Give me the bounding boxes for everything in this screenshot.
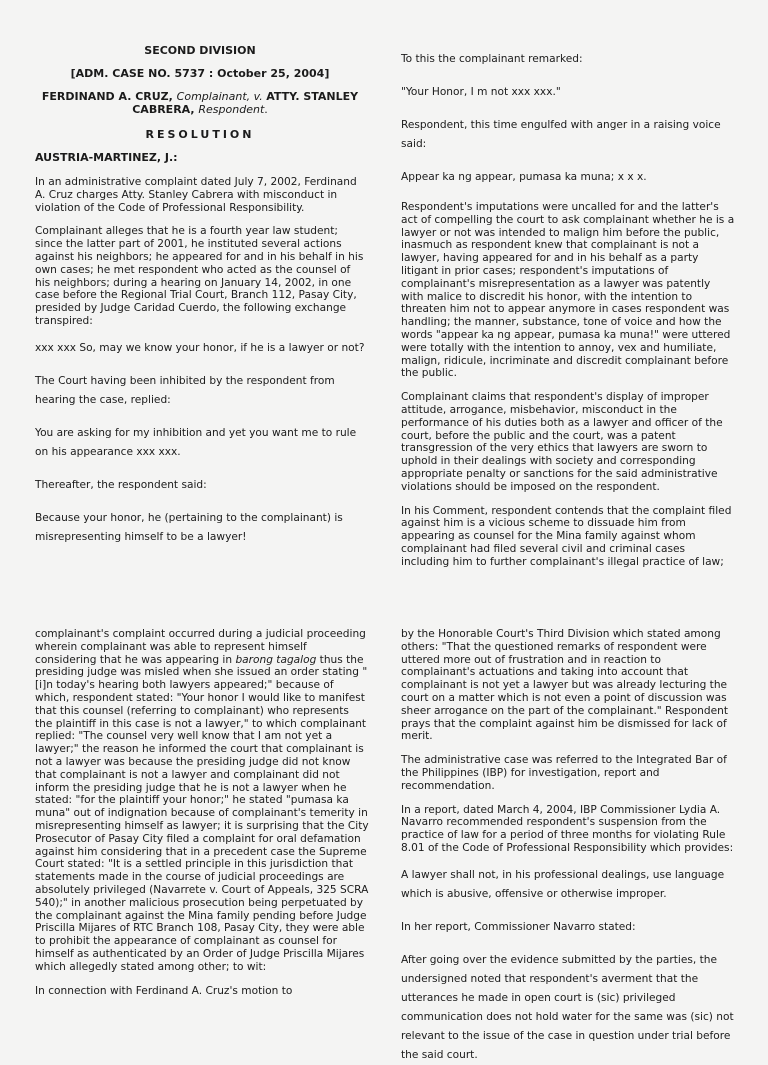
paragraph: Respondent's imputations were uncalled for and the latter's act of compelling the court to ask complainant whether he is a lawyer or not was intended to malign him before the public, inasmuch as respondent knew that complainant is not a lawyer, having appeared for and in his behalf as a party litigant in prior cases; respondent's imputations of complainant's misrepresentation as a lawyer was patently with malice to discredit his honor, with the intention to threaten him not to appear anymore in cases respondent was handling; the manner, substance, tone of voice and how the words "appear ka ng appear, pumasa ka muna!" were uttered were totally with the intention to annoy, vex and humiliate, malign, ridicule, incriminate and discredit complainant before the public. <box>401 201 735 380</box>
cutoff-line: In connection with Ferdinand A. Cruz's motion to <box>35 984 293 997</box>
paragraph: Complainant claims that respondent's display of improper attitude, arrogance, misbehavior, misconduct in the performance of his duties both as a lawyer and officer of the court, before the public and the court, was a patent transgression of the very ethics that lawyers are sworn to uphold in their dealings with society and corresponding appropriate penalty or sanctions for the said administrative violations should be imposed on the respondent. <box>401 391 723 493</box>
versus-text: , v. <box>246 90 267 103</box>
paragraph-text: complainant's complaint occurred during a judicial proceeding wherein complainant was able to represent himself considering that he was appearing in <box>35 628 366 666</box>
quoted-exchange: xxx xxx So, may we know your honor, if he is a lawyer or not? <box>35 341 365 354</box>
quoted-exchange: Thereafter, the respondent said: <box>35 478 207 491</box>
quoted-exchange: Appear ka ng appear, pumasa ka muna; x x x. <box>401 171 647 183</box>
quoted-rule: A lawyer shall not, in his professional dealings, use language which is abusive, offensive or otherwise improper. <box>401 868 725 900</box>
page-top-left-column <box>35 44 365 574</box>
quoted-exchange: To this the complainant remarked: <box>401 53 583 65</box>
quoted-exchange: Respondent, this time engulfed with anger in a raising voice said: <box>401 119 721 150</box>
paragraph <box>35 628 369 974</box>
quoted-exchange: Because your honor, he (pertaining to the complainant) is misrepresenting himself to be a lawyer! <box>35 511 343 543</box>
paragraph: In an administrative complaint dated July 7, 2002, Ferdinand A. Cruz charges Atty. Stanley Cabrera with misconduct in violation of the Code of Professional Responsibility. <box>35 176 357 214</box>
quoted-exchange: "Your Honor, I m not xxx xxx." <box>401 86 561 98</box>
paragraph: In a report, dated March 4, 2004, IBP Commissioner Lydia A. Navarro recommended respondent's suspension from the practice of law for a period of three months for violating Rule 8.01 of the Code of Professional Responsibility which provides: <box>401 803 734 854</box>
complainant-name: FERDINAND A. CRUZ, <box>41 90 177 103</box>
complainant-role: Complainant <box>176 90 247 103</box>
page-top-right-column <box>401 50 736 580</box>
ponente-label: AUSTRIA-MARTINEZ, J.: <box>35 151 178 164</box>
quoted-exchange: In her report, Commissioner Navarro stated: <box>401 920 636 933</box>
page-bottom-right-column <box>401 628 736 1061</box>
case-parties-heading <box>35 90 365 116</box>
paragraph: The administrative case was referred to the Integrated Bar of the Philippines (IBP) for investigation, report and recommendation. <box>401 754 727 792</box>
quoted-exchange: You are asking for my inhibition and yet you want me to rule on his appearance xxx xxx. <box>35 426 357 458</box>
quoted-exchange: The Court having been inhibited by the respondent from hearing the case, replied: <box>35 374 335 406</box>
page-bottom-left-column <box>35 628 369 1024</box>
quoted-report: After going over the evidence submitted by the parties, the undersigned noted that respondent's averment that the utterances he made in open court is (sic) privileged communication does not hold water for the same was (sic) not relevant to the issue of the case in question under trial before the said court. <box>401 953 734 1061</box>
paragraph: Complainant alleges that he is a fourth year law student; since the latter part of 2001, he instituted several actions against his neighbors; he appeared for and in his behalf in his own cases; he met respondent who acted as the counsel of his neighbors; during a hearing on January 14, 2002, in one case before the Regional Trial Court, Branch 112, Pasay City, presided by Judge Caridad Cuerdo, the following exchange transpired: <box>35 225 364 327</box>
division-heading: SECOND DIVISION <box>144 44 256 57</box>
paragraph-text: thus the presiding judge was misled when she issued an order stating "[i]n today's hearing both lawyers appeared;" because of which, respondent stated: "Your honor I would like to manifest that this counsel (referring to complainant) who represents the plaintiff in this case is not a lawyer," to which complainant replied: "The counsel very well know that I am not yet a lawyer;" the reason he informed the court that complainant is not a lawyer was because the presiding judge did not know that complainant is not a lawyer and complainant did not inform the presiding judge that he is not a lawyer when he stated: "for the plaintiff your honor;" he stated "pumasa ka muna" out of indignation because of complainant's temerity in misrepresenting himself as lawyer; it is surprising that the City Prosecutor of Pasay City filed a complaint for oral defamation against him considering that in a precedent case the Supreme Court stated: "It is a settled principle in this jurisdiction that statements made in the course of judicial proceedings are absolutely privileged (Navarrete v. Court of Appeals, 325 SCRA 540);" in another malicious prosecution being perpetuated by the complainant against the Mina family pending before Judge Priscilla Mijares of RTC Branch 108, Pasay City, they were able to prohibit the appearance of complainant as counsel for himself as authenticated by an Order of Judge Priscilla Mijares which allegedly stated among other; to wit: <box>35 653 369 973</box>
paragraph: In his Comment, respondent contends that the complaint filed against him is a vicious scheme to dissuade him from appearing as counsel for the Mina family against whom complainant had filed several civil and criminal cases including him to further complainant's illegal practice of law; <box>401 504 732 568</box>
case-number-heading: [ADM. CASE NO. 5737 : October 25, 2004] <box>70 67 330 80</box>
parties-end: . <box>264 103 268 116</box>
paragraph: by the Honorable Court's Third Division which stated among others: "That the questioned remarks of respondent were uttered more out of frustration and in reaction to complainant's actuations and taking into account that complainant is not yet a lawyer but was already lecturing the court on a matter which is not even a point of discussion was sheer arrogance on the part of the complainant." Respondent prays that the complaint against him be dismissed for lack of merit. <box>401 628 728 743</box>
resolution-heading: RESOLUTION <box>145 128 255 141</box>
respondent-role: Respondent <box>198 103 265 116</box>
respondent-name: ATTY. STANLEY CABRERA, <box>132 90 359 116</box>
italic-phrase: barong tagalog <box>235 653 317 666</box>
